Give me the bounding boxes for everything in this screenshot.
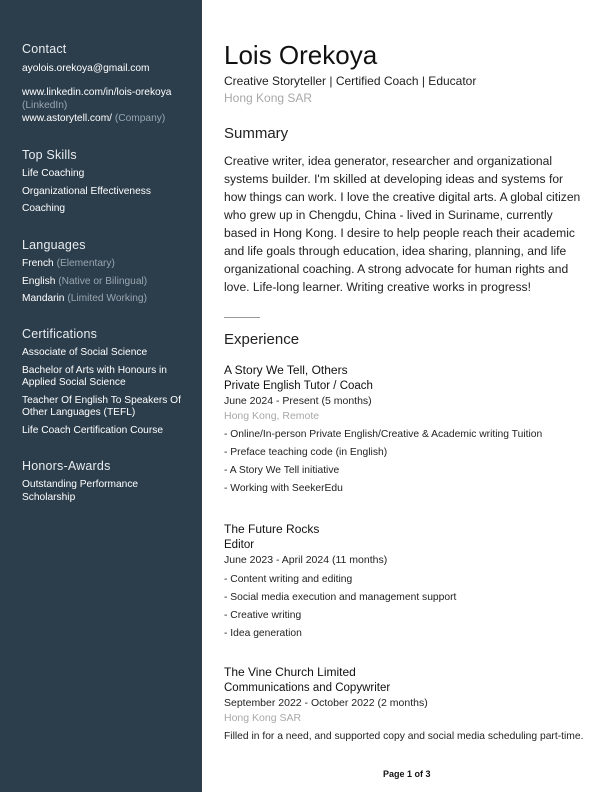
top-skills-heading: Top Skills <box>22 148 77 162</box>
job-bullet: - Working with SeekerEdu <box>224 483 343 494</box>
contact-heading: Contact <box>22 42 67 56</box>
certification-item: Life Coach Certification Course <box>22 424 163 436</box>
language-name: Mandarin <box>22 293 65 304</box>
page-number: Page 1 of 3 <box>383 769 431 779</box>
language-item <box>22 293 194 306</box>
job-bullets <box>224 429 594 495</box>
linkedin-link[interactable]: www.linkedin.com/in/lois-orekoya <box>22 87 172 98</box>
certifications-heading: Certifications <box>22 327 98 341</box>
language-name: French <box>22 258 54 269</box>
job-bullet: - Idea generation <box>224 628 302 639</box>
job-dates: September 2022 - October 2022 (2 months) <box>224 697 428 709</box>
summary-text: Creative writer, idea generator, researcher and organizational systems builder. I'm skilled at developing ideas and systems for how things can work. I love the creative digital arts. A global citizen who grew up in Chengdu, China - lived in Suriname, currently based in Hong Kong. I desire to help people reach their academic and life goals through education, idea sharing, planning, and life organizational coaching. A strong advocate for human rights and love. Life-long learner. Writing creative works in progress! <box>224 154 581 294</box>
contact-section <box>22 42 194 125</box>
job-dates: June 2024 - Present (5 months) <box>224 395 372 407</box>
job-title: Editor <box>224 539 255 551</box>
job-location: Hong Kong, Remote <box>224 410 320 422</box>
language-level: (Elementary) <box>56 258 115 269</box>
language-item <box>22 258 194 271</box>
job-location: Hong Kong SAR <box>224 712 302 724</box>
job-company: The Future Rocks <box>224 522 320 536</box>
job-bullet: - Content writing and editing <box>224 574 353 585</box>
job-company: A Story We Tell, Others <box>224 363 348 377</box>
profile-location: Hong Kong SAR <box>224 91 313 105</box>
job-bullet: - Preface teaching code (in English) <box>224 447 388 458</box>
job-bullet: - Online/In-person Private English/Creative & Academic writing Tuition <box>224 429 543 440</box>
job-company: The Vine Church Limited <box>224 665 356 679</box>
certification-item: Teacher Of English To Speakers Of Other Languages (TEFL) <box>22 394 181 418</box>
company-link[interactable]: www.astorytell.com/ <box>22 113 113 124</box>
email-link[interactable]: ayolois.orekoya@gmail.com <box>22 63 150 74</box>
certification-item: Associate of Social Science <box>22 347 148 358</box>
job-entry <box>224 363 594 501</box>
languages-section <box>22 238 194 311</box>
language-item <box>22 276 194 289</box>
job-bullet: - Social media execution and management support <box>224 592 457 603</box>
job-title: Private English Tutor / Coach <box>224 380 373 392</box>
skill-item: Life Coaching <box>22 168 85 179</box>
profile-headline: Creative Storyteller | Certified Coach | Educator <box>224 74 477 88</box>
profile-name: Lois Orekoya <box>224 40 378 70</box>
languages-heading: Languages <box>22 238 86 252</box>
job-bullet: - A Story We Tell initiative <box>224 465 340 476</box>
honors-section <box>22 459 194 509</box>
job-entry <box>224 665 594 742</box>
language-level: (Limited Working) <box>67 293 147 304</box>
job-dates: June 2023 - April 2024 (11 months) <box>224 554 388 566</box>
honor-item: Outstanding Performance Scholarship <box>22 479 139 503</box>
language-level: (Native or Bilingual) <box>58 275 148 287</box>
job-description: Filled in for a need, and supported copy and social media scheduling part-time. <box>224 731 584 742</box>
certification-item: Bachelor of Arts with Honours in Applied Social Science <box>22 364 167 388</box>
experience-heading: Experience <box>224 331 300 348</box>
honors-heading: Honors-Awards <box>22 459 111 473</box>
top-skills-section <box>22 148 194 221</box>
summary-heading: Summary <box>224 125 289 142</box>
certifications-section <box>22 327 194 442</box>
divider <box>224 317 260 318</box>
linkedin-label: (LinkedIn) <box>22 100 68 111</box>
skill-item: Organizational Effectiveness <box>22 185 151 197</box>
job-entry <box>224 522 594 646</box>
skill-item: Coaching <box>22 203 66 214</box>
job-title: Communications and Copywriter <box>224 682 391 694</box>
job-bullet: - Creative writing <box>224 610 302 621</box>
job-bullets <box>224 574 594 640</box>
language-name: English <box>22 275 56 287</box>
sidebar <box>0 0 202 792</box>
company-label: (Company) <box>114 113 166 124</box>
